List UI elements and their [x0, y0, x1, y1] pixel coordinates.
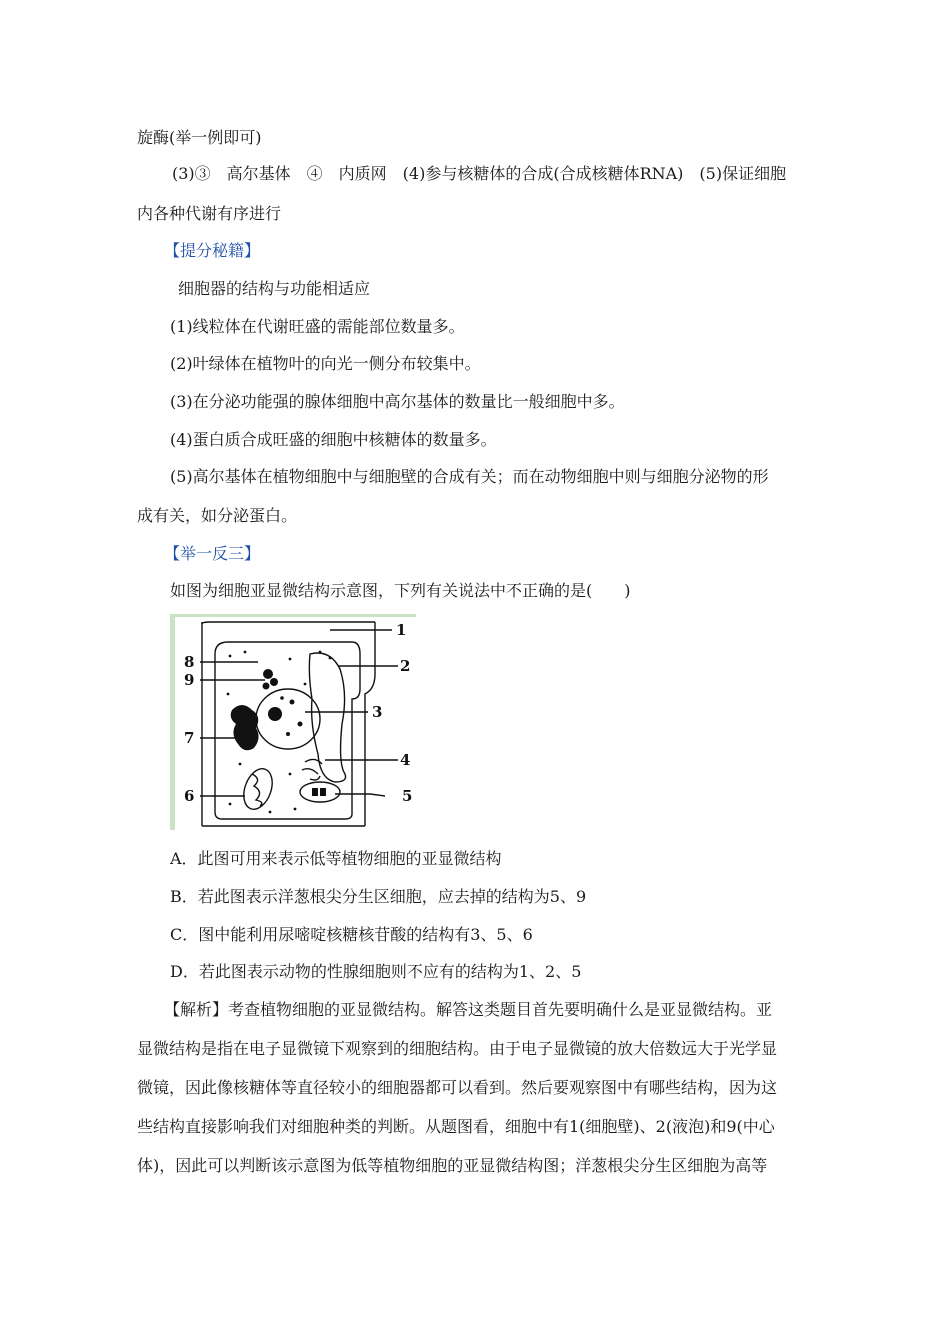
ribosome: [304, 683, 307, 686]
question-text: 如图为细胞亚显微结构示意图，下列有关说法中不正确的是( ): [170, 581, 631, 600]
centriole: [263, 683, 270, 690]
chromatin: [286, 732, 290, 736]
ribosome: [239, 763, 242, 766]
diagram-label-8: 8: [184, 653, 195, 671]
ribosome: [329, 657, 332, 660]
nucleolus: [268, 707, 282, 721]
analysis-line: 【解析】考查植物细胞的亚显微结构。解答这类题目首先要明确什么是亚显微结构。亚: [164, 1000, 773, 1019]
ribosome: [289, 658, 292, 661]
ribosome: [229, 655, 232, 658]
text-line: (1)线粒体在代谢旺盛的需能部位数量多。: [170, 317, 465, 336]
grana: [312, 788, 318, 796]
text-line: (3)③ 高尔基体 ④ 内质网 (4)参与核糖体的合成(合成核糖体RNA) (5)保证细胞: [172, 164, 787, 183]
diagram-label-5: 5: [402, 787, 413, 805]
analysis-line: 些结构直接影响我们对细胞种类的判断。从题图看，细胞中有1(细胞壁)、2(液泡)和9(中心: [137, 1117, 775, 1136]
chromatin: [290, 700, 295, 705]
ribosome: [319, 651, 322, 654]
ribosome: [227, 693, 230, 696]
option-b: B．若此图表示洋葱根尖分生区细胞，应去掉的结构为5、9: [170, 887, 587, 906]
ribosome: [269, 811, 272, 814]
figure-frame: [170, 614, 416, 830]
analysis-line: 体)，因此可以判断该示意图为低等植物细胞的亚显微结构图；洋葱根尖分生区细胞为高等: [137, 1156, 768, 1175]
text-line: (3)在分泌功能强的腺体细胞中高尔基体的数量比一般细胞中多。: [170, 392, 625, 411]
text-line: 内各种代谢有序进行: [137, 204, 282, 223]
figure-frame-top: [170, 614, 416, 617]
figure-frame-left: [170, 614, 175, 830]
option-d: D．若此图表示动物的性腺细胞则不应有的结构为1、2、5: [170, 962, 582, 981]
option-c: C．图中能利用尿嘧啶核糖核苷酸的结构有3、5、6: [170, 925, 533, 944]
text-line: 成有关，如分泌蛋白。: [137, 506, 298, 525]
cell-diagram: [170, 614, 416, 830]
diagram-label-4: 4: [400, 751, 411, 769]
ribosome: [229, 803, 232, 806]
ribosome: [294, 808, 297, 811]
text-line: (5)高尔基体在植物细胞中与细胞壁的合成有关；而在动物细胞中则与细胞分泌物的形: [170, 467, 769, 486]
section-heading-practice: 【举一反三】: [164, 544, 261, 563]
grana: [320, 788, 326, 796]
diagram-label-9: 9: [184, 671, 195, 689]
cell-diagram-svg: [170, 614, 416, 830]
diagram-label-1: 1: [396, 621, 407, 639]
centriole: [270, 678, 278, 686]
diagram-label-7: 7: [184, 729, 195, 747]
analysis-line: 显微结构是指在电子显微镜下观察到的细胞结构。由于电子显微镜的放大倍数远大于光学显: [137, 1039, 778, 1058]
diagram-label-2: 2: [400, 657, 411, 675]
ribosome: [244, 651, 247, 654]
text-line: 细胞器的结构与功能相适应: [178, 279, 371, 298]
text-line: (2)叶绿体在植物叶的向光一侧分布较集中。: [170, 354, 481, 373]
text-line: 旋酶(举一例即可): [137, 128, 262, 147]
diagram-label-6: 6: [184, 787, 195, 805]
chromatin: [280, 696, 284, 700]
option-a: A．此图可用来表示低等植物细胞的亚显微结构: [170, 849, 502, 868]
text-line: (4)蛋白质合成旺盛的细胞中核糖体的数量多。: [170, 430, 497, 449]
centriole: [263, 669, 273, 679]
ribosome: [289, 773, 292, 776]
section-heading-tips: 【提分秘籍】: [164, 241, 261, 260]
chromatin: [298, 722, 303, 727]
diagram-label-3: 3: [372, 703, 383, 721]
analysis-line: 微镜，因此像核糖体等直径较小的细胞器都可以看到。然后要观察图中有哪些结构，因为这: [137, 1078, 778, 1097]
